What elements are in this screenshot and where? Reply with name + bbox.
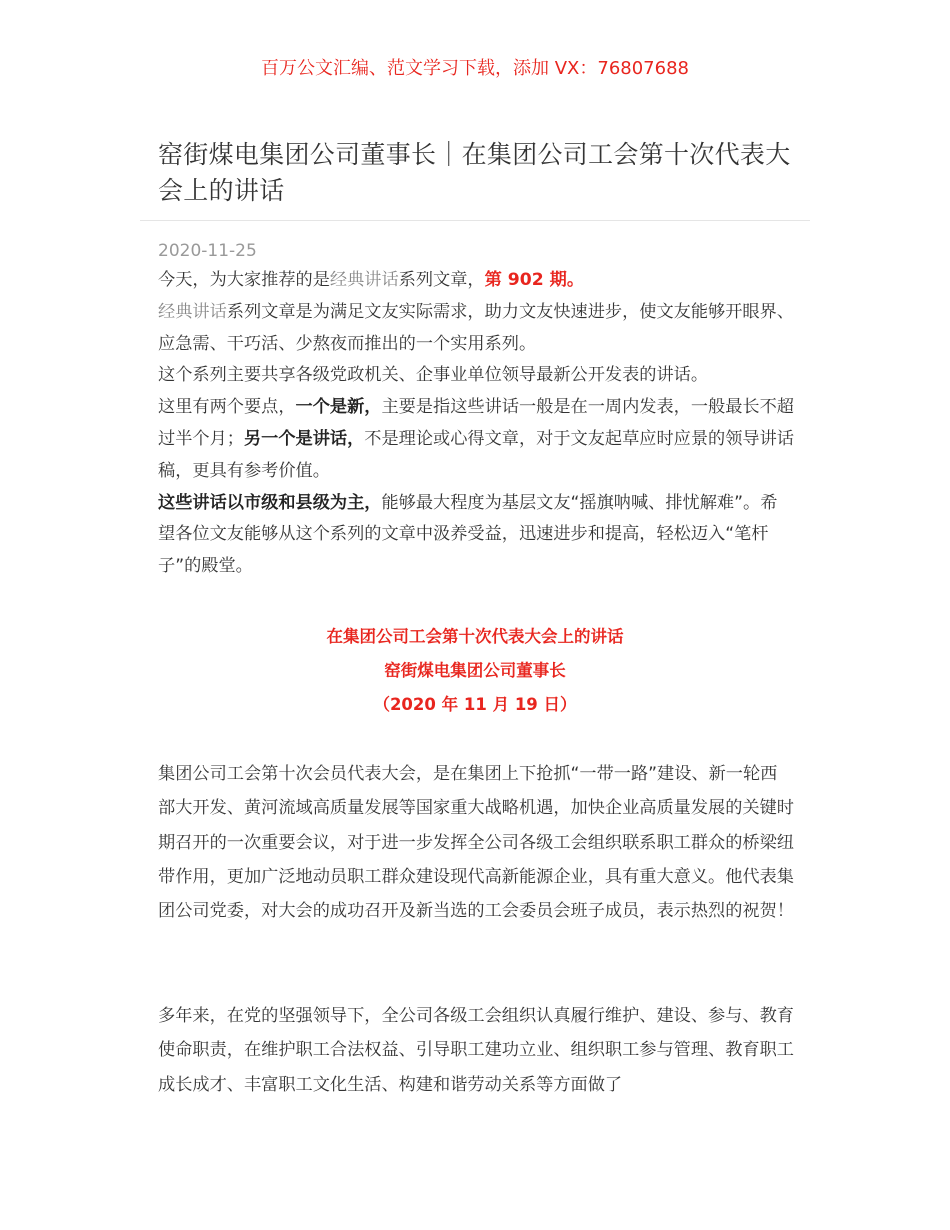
intro-text: 系列文章是为满足文友实际需求，助力文友快速进步，使文友能够开眼界、应急需、干巧活、少熬夜而推出的一个实用系列。 xyxy=(158,301,794,354)
intro-paragraph: 这个系列主要共享各级党政机关、企事业单位领导最新公开发表的讲话。 xyxy=(158,365,709,386)
series-name: 经典讲话 xyxy=(329,270,399,290)
key-point: 一个是新， xyxy=(295,397,382,418)
speech-speaker: 窑街煤电集团公司董事长 xyxy=(384,661,566,680)
intro-text: 今天，为大家推荐的是 xyxy=(158,270,330,290)
speech-date: （2020 年 11 月 19 日） xyxy=(373,695,577,714)
issue-number: 第 902 期。 xyxy=(484,270,585,290)
speech-header xyxy=(0,620,950,722)
intro-text: 这里有两个要点， xyxy=(158,397,296,418)
speech-title: 在集团公司工会第十次代表大会上的讲话 xyxy=(326,627,624,646)
promo-banner: 百万公文汇编、范文学习下载，添加 VX：76807688 xyxy=(261,58,689,79)
intro-paragraph xyxy=(158,488,794,583)
intro-paragraph xyxy=(158,392,794,487)
speech-paragraph: 多年来，在党的坚强领导下，全公司各级工会组织认真履行维护、建设、参与、教育使命职责，在维护职工合法权益、引导职工建功立业、组织职工参与管理、教育职工成长成才、丰富职工文化生活、构建和谐劳动关系等方面做了 xyxy=(158,1006,794,1095)
key-point: 这些讲话以市级和县级为主， xyxy=(158,492,382,513)
intro-text: 主要是指这些讲话一般是在一周内发表，一般最长不超过半个月； xyxy=(158,397,794,449)
article-date: 2020-11-25 xyxy=(158,241,257,261)
intro-section xyxy=(158,265,794,583)
series-name: 经典讲话 xyxy=(158,301,227,322)
intro-paragraph xyxy=(158,297,794,361)
title-divider xyxy=(140,220,810,221)
intro-text: 不是理论或心得文章，对于文友起草应时应景的领导讲话稿，更具有参考价值。 xyxy=(158,428,794,481)
speech-paragraph: 集团公司工会第十次会员代表大会，是在集团上下抢抓“一带一路”建设、新一轮西部大开发、黄河流域高质量发展等国家重大战略机遇，加快企业高质量发展的关键时期召开的一次重要会议，对于进一步发挥全公司各级工会组织联系职工群众的桥梁纽带作用，更加广泛地动员职工群众建设现代高新能源企业，具有重大意义。他代表集团公司党委，对大会的成功召开及新当选的工会委员会班子成员，表示热烈的祝贺！ xyxy=(158,764,794,922)
key-point: 另一个是讲话， xyxy=(243,428,365,449)
intro-text: 系列文章， xyxy=(398,270,485,290)
intro-text: 能够最大程度为基层文友“摇旗呐喊、排忧解难”。希望各位文友能够从这个系列的文章中汲养受益，迅速进步和提高，轻松迈入“笔杆子”的殿堂。 xyxy=(158,492,778,577)
intro-paragraph xyxy=(158,265,794,297)
article-title: 窑街煤电集团公司董事长｜在集团公司工会第十次代表大会上的讲话 xyxy=(158,140,791,205)
